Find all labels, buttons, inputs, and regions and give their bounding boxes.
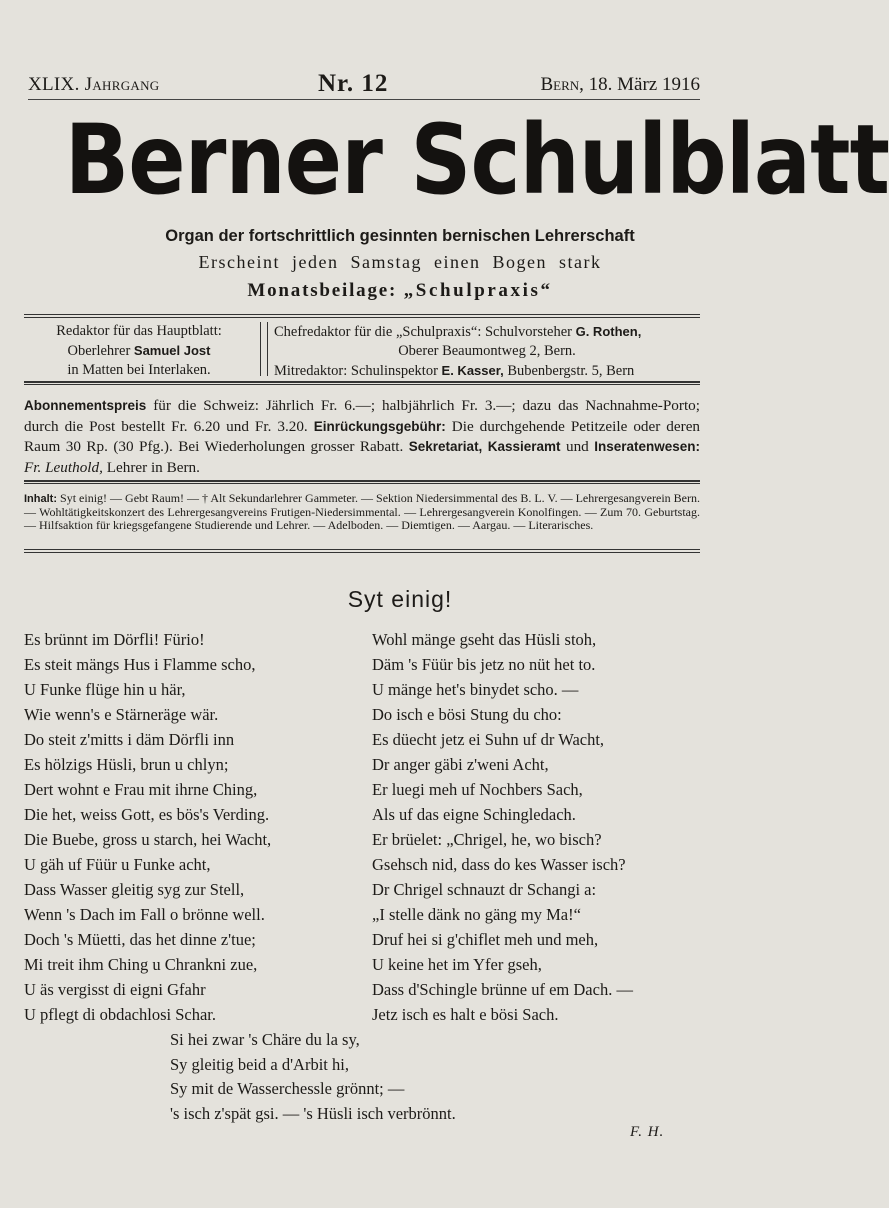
poem-line: Es brünnt im Dörfli! Fürio! (24, 630, 205, 649)
poem-line: Sy gleitig beid a d'Arbit hi, (170, 1054, 349, 1074)
table-of-contents (24, 492, 700, 533)
divider-thick (24, 381, 700, 385)
editor-main-title: Oberlehrer (67, 343, 131, 359)
editors-divider (260, 322, 268, 376)
editor-main-name: Samuel Jost (133, 343, 211, 358)
poem-line: Doch 's Müetti, das het dinne z'tue; (24, 930, 256, 949)
poem-line: Er brüelet: „Chrigel, he, wo bisch? (372, 830, 602, 849)
ads-contact-name: Fr. Leuthold, (24, 458, 103, 476)
poem-title: Syt einig! (347, 586, 453, 612)
poem-line: Es düecht jetz ei Suhn uf dr Wacht, (372, 730, 605, 749)
secretariat-label: Sekretariat, Kassieramt (408, 439, 561, 454)
ads-label: Inseratenwesen: (594, 439, 700, 454)
chief-editor-line (274, 322, 700, 342)
co-editor-address: Bubenbergstr. 5, Bern (507, 363, 635, 379)
poem-final-stanza (170, 1028, 620, 1126)
poem-line: U äs vergisst di eigni Gfahr (24, 980, 206, 999)
contents-text: Syt einig! — Gebt Raum! — † Alt Sekundarlehrer Gammeter. — Sektion Niedersimmental des B. L. V. — Lehrergesangverein Bern. — Wohltätigkeitskonzert des Lehrergesangvereins Frutigen-Niedersimmental. — Lehrergesangverein Konolfingen. — Zum 70. Geburtstag. — Hilfsaktion für kriegsgefangene Studierende und Lehrer. — Adelboden. — Diemtigen. — Aargau. — Literarisches. (24, 491, 701, 533)
poem-line: U Funke flüge hin u här, (24, 680, 186, 699)
header-rule (28, 99, 700, 100)
secretariat-joiner: und (565, 438, 589, 455)
masthead-frequency: Erscheint jeden Samstag einen Bogen stark (198, 252, 602, 272)
poem-line: Däm 's Füür bis jetz no nüt het to. (372, 655, 596, 674)
poem-line: Dass d'Schingle brünne uf em Dach. — (372, 980, 633, 999)
divider-thick-2 (24, 480, 700, 484)
poem-line: U gäh uf Füür u Funke acht, (24, 855, 211, 874)
poem-line: Do isch e bösi Stung du cho: (372, 705, 562, 724)
poem-line: Dert wohnt e Frau mit ihrne Ching, (24, 780, 258, 799)
editor-main-address: in Matten bei Interlaken. (67, 362, 211, 378)
fee-text: Die durchgehende Petitzeile oder deren Raum 30 Rp. (30 Pfg.). Bei Wiederholungen grosser Rabatt. (24, 417, 701, 455)
issue-number: Nr. 12 (318, 70, 389, 97)
co-editor-role: Mitredaktor: Schulinspektor (274, 363, 438, 379)
poem-line: Jetz isch es halt e bösi Sach. (372, 1005, 559, 1024)
masthead-supplement (0, 280, 800, 302)
volume-label: XLIX. Jahrgang (28, 74, 160, 95)
poem-line: Er luegi meh uf Nochbers Sach, (372, 780, 583, 799)
ads-contact-role: Lehrer in Bern. (106, 458, 200, 476)
poem-line: Si hei zwar 's Chäre du la sy, (170, 1030, 360, 1049)
issue-date-line (540, 74, 700, 96)
chief-editor-role: Chefredaktor für die „Schulpraxis“: Schulvorsteher (274, 324, 572, 340)
poem-line: Druf hei si g'chiflet meh und meh, (372, 930, 599, 949)
poem-left-column (24, 627, 364, 1027)
poem-line: U mänge het's binydet scho. — (372, 680, 579, 699)
poem-line: Dr Chrigel schnauzt dr Schangi a: (372, 880, 597, 899)
subscription-text: für die Schweiz: Jährlich Fr. 6.—; halbjährlich Fr. 3.—; dazu das Nachnahme-Porto; durch die Post bestellt Fr. 6.20 und Fr. 3.20. (24, 397, 700, 435)
fee-label: Einrückungsgebühr: (313, 418, 446, 434)
poem-line: Die het, weiss Gott, es bös's Verding. (24, 805, 270, 824)
poem-line: Mi treit ihm Ching u Chrankni zue, (24, 955, 258, 974)
co-editor-line (274, 361, 700, 381)
issue-date: 18. März 1916 (588, 74, 700, 95)
issue-place: Bern, (540, 74, 584, 95)
masthead-subtitle: Organ der fortschrittlich gesinnten bernischen Lehrerschaft (165, 227, 635, 245)
poem-line: Es hölzigs Hüsli, brun u chlyn; (24, 755, 229, 774)
poem-line: 's isch z'spät gsi. — 's Hüsli isch verbrönnt. (170, 1103, 456, 1123)
masthead-title: Berner Schulblatt (64, 104, 889, 216)
chief-editor-address: Oberer Beaumontweg 2, Bern. (398, 343, 576, 359)
contents-label: Inhalt: (24, 493, 57, 505)
poem-line: Dass Wasser gleitig syg zur Stell, (24, 880, 245, 899)
editor-main-role: Redaktor für das Hauptblatt: (56, 323, 222, 339)
subscription-info (24, 396, 700, 478)
issue-header (28, 72, 700, 98)
chief-editor-name: G. Rothen, (575, 324, 642, 339)
poem-line: Wie wenn's e Stärneräge wär. (24, 705, 219, 724)
poem-line: Dr anger gäbi z'weni Acht, (372, 755, 549, 774)
poem-right-column (372, 627, 702, 1027)
co-editor-name: E. Kasser, (441, 363, 504, 378)
editors-box (24, 320, 700, 378)
poem-line: Wenn 's Dach im Fall o brönne well. (24, 905, 265, 924)
editor-main (24, 322, 254, 380)
editor-main-name-line (24, 341, 254, 361)
supplement-name: „Schulpraxis“ (403, 280, 553, 301)
poem-signature: F. H. (630, 1124, 665, 1140)
subscription-label: Abonnementspreis (24, 398, 147, 413)
supplement-label: Monatsbeilage: (247, 280, 398, 301)
poem-line: U keine het im Yfer gseh, (372, 955, 542, 974)
divider-double-2 (24, 549, 700, 553)
poem-line: Wohl mänge gseht das Hüsli stoh, (372, 630, 597, 649)
poem-line: Do steit z'mitts i däm Dörfli inn (24, 730, 235, 749)
editor-supplement (274, 322, 700, 381)
poem-line: U pflegt di obdachlosi Schar. (24, 1005, 217, 1024)
divider-double (24, 314, 700, 318)
poem-line: Als uf das eigne Schingledach. (372, 805, 576, 824)
poem-line: Es steit mängs Hus i Flamme scho, (24, 655, 256, 674)
poem-line: „I stelle dänk no gäng my Ma!“ (372, 905, 581, 924)
poem-line: Die Buebe, gross u starch, hei Wacht, (24, 830, 272, 849)
poem-line: Gsehsch nid, dass do kes Wasser isch? (372, 855, 626, 874)
poem-line: Sy mit de Wasserchessle grönnt; — (170, 1079, 405, 1098)
